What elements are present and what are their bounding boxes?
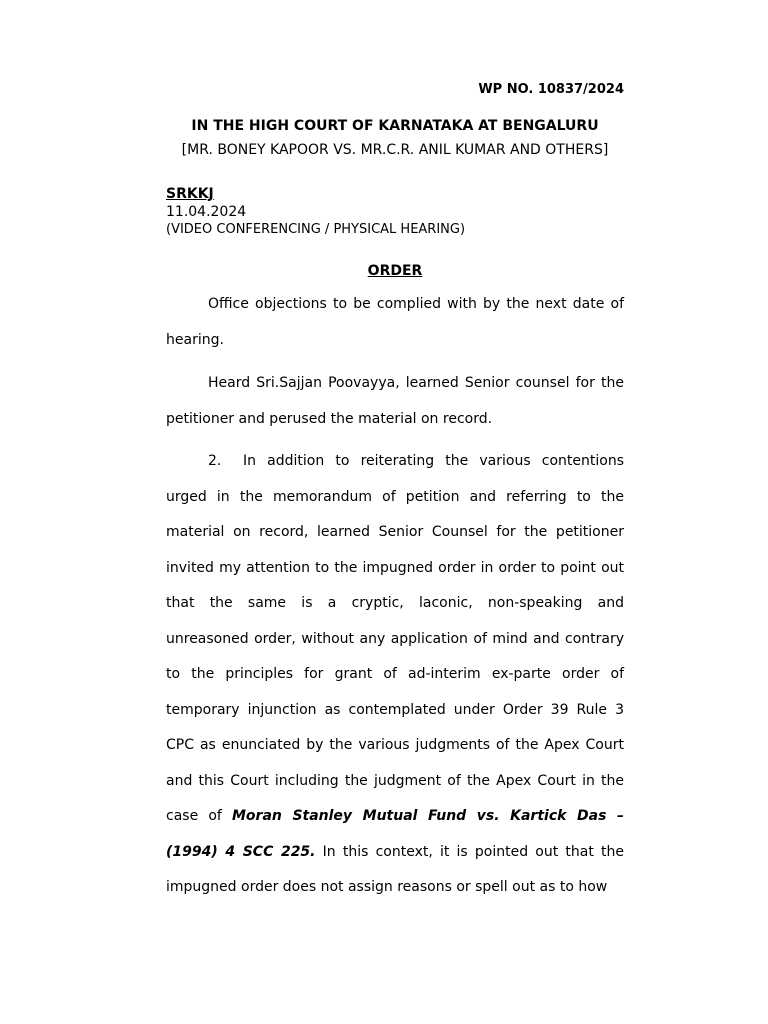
paragraph-number: 2.: [208, 453, 222, 469]
paragraph-2: [166, 444, 624, 906]
paragraph-heard-counsel: Heard Sri.Sajjan Poovayya, learned Senior counsel for the petitioner and perused the material on record.: [166, 375, 624, 427]
case-citation: Moran Stanley Mutual Fund vs. Kartick Das – (1994) 4 SCC 225.: [166, 808, 625, 860]
paragraph-2-continuation: In this context, it is pointed out that the impugned order does not assign reasons or spell out as to how: [166, 843, 624, 895]
judge-initials: SRKKJ: [166, 186, 214, 202]
hearing-mode: (VIDEO CONFERENCING / PHYSICAL HEARING): [166, 222, 466, 237]
paragraph-2-text: In addition to reiterating the various contentions urged in the memorandum of petition and referring to the material on record, learned Senior Counsel for the petitioner invited my attention to the impugned order in order to point out that the same is a cryptic, laconic, non-speaking and unreasoned order, without any application of mind and contrary to the principles for grant of ad-interim ex-parte order of temporary injunction as contemplated under Order 39 Rule 3 CPC as enunciated by the various judgments of the Apex Court and this Court including the judgment of the Apex Court in the case of: [166, 453, 624, 824]
document-page: [166, 80, 624, 906]
order-heading: ORDER: [367, 263, 423, 279]
order-date: 11.04.2024: [166, 204, 247, 220]
case-number: WP NO. 10837/2024: [478, 82, 624, 97]
case-parties: [MR. BONEY KAPOOR VS. MR.C.R. ANIL KUMAR AND OTHERS]: [181, 142, 609, 158]
paragraph-office-objections: Office objections to be complied with by the next date of hearing.: [166, 296, 624, 348]
court-name: IN THE HIGH COURT OF KARNATAKA AT BENGALURU: [191, 118, 599, 134]
